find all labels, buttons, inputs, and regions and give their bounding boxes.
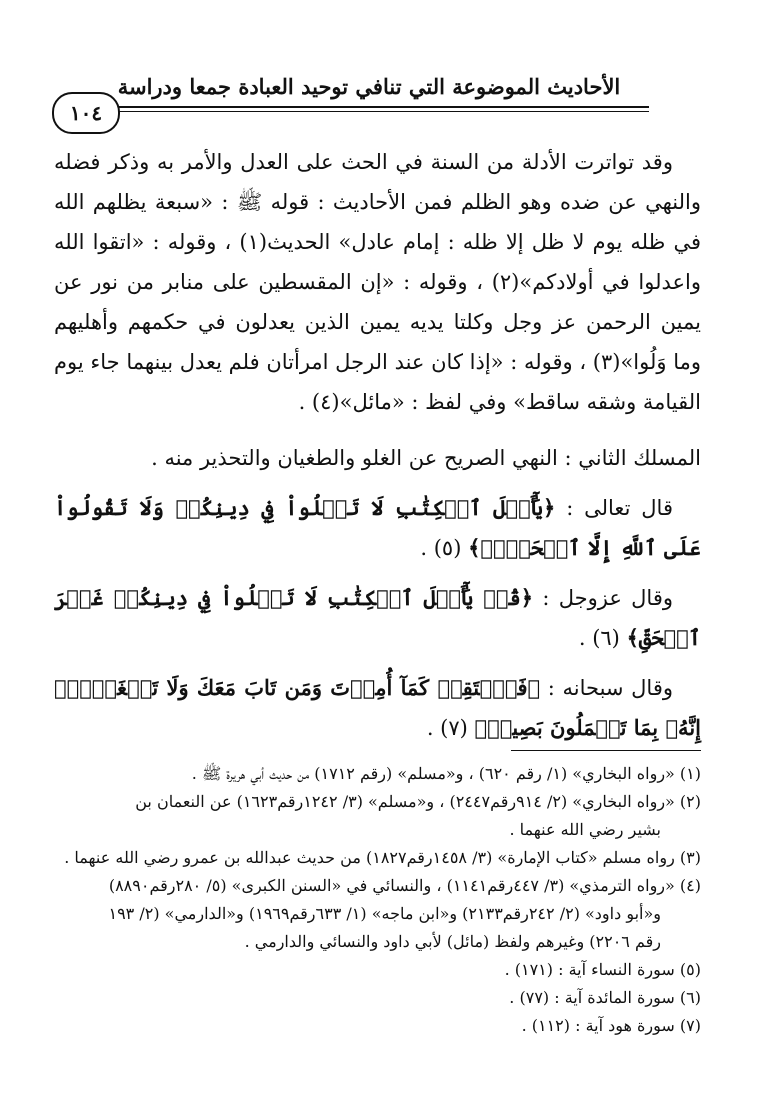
footnote-6: (٦) سورة المائدة آية : (٧٧) . xyxy=(509,988,701,1007)
spacer xyxy=(54,658,701,668)
footnote-7: (٧) سورة هود آية : (١١٢) . xyxy=(521,1016,701,1035)
spacer xyxy=(54,568,701,578)
footnote-2: (٢) «رواه البخاري» (٢/ ٩١٤رقم٢٤٤٧) ، و«مسلم» (٣/ ١٢٤٢رقم١٦٢٣) عن النعمان بن xyxy=(135,792,701,811)
header-rule xyxy=(118,106,649,108)
footnote-4: (٤) «رواه الترمذي» (٣/ ٤٤٧رقم١١٤١) ، والنسائي في «السنن الكبرى» (٥/ ٢٨٠رقم٨٨٩٠) xyxy=(108,876,701,895)
footnote-5: (٥) سورة النساء آية : (١٧١) . xyxy=(504,960,701,979)
section-heading: المسلك الثاني : النهي الصريح عن الغلو والطغيان والتحذير منه . xyxy=(151,446,701,470)
quote-intro: قال تعالى : xyxy=(566,496,673,520)
footnote-4-continued-2: رقم ٢٢٠٦) وغيرهم ولفظ (مائل) لأبي داود والنسائي والدارمي . xyxy=(244,932,661,951)
quran-verse: ﴿فَٱسۡتَقِمۡ كَمَآ أُمِرۡتَ وَمَن تَابَ مَعَكَ وَلَا تَطۡغَوۡاْۚ إِنَّهُۥ بِمَا تَعۡمَلُونَ بَصِيرٞ﴾ xyxy=(54,675,701,740)
footnote-2-continued: بشير رضي الله عنهما . xyxy=(509,820,661,839)
footnote-3: (٣) رواه مسلم «كتاب الإمارة» (٣/ ١٤٥٨رقم١٨٢٧) من حديث عبدالله بن عمرو رضي الله عنهما . xyxy=(64,848,701,867)
spacer xyxy=(54,422,701,432)
footnote-ref: (٦) . xyxy=(578,626,620,650)
quran-quote-2 xyxy=(54,578,701,658)
running-header-title: الأحاديث الموضوعة التي تنافي توحيد العبادة جمعا ودراسة xyxy=(117,74,621,99)
quote-intro: وقال سبحانه : xyxy=(547,676,673,700)
quran-verse: ﴿يَٰٓأَهۡلَ ٱلۡكِتَٰبِ لَا تَغۡلُواْ فِي دِينِكُمۡ وَلَا تَقُولُواْ عَلَى ٱللَّهِ إِلَّا ٱلۡحَقَّۚ﴾ xyxy=(54,495,701,560)
page-number: ١٠٤ xyxy=(52,92,120,134)
footnote-separator xyxy=(511,750,701,751)
footnote-ref: (٧) . xyxy=(426,716,468,740)
footnote-1: (١) «رواه البخاري» (١/ رقم ٦٢٠) ، و«مسلم» (رقم ١٧١٢) من حديث أبي هريرة ﷺ . xyxy=(191,764,701,783)
header-rule-thin xyxy=(118,111,649,112)
quran-verse: ﴿قُلۡ يَٰٓأَهۡلَ ٱلۡكِتَٰبِ لَا تَغۡلُواْ فِي دِينِكُمۡ غَيۡرَ ٱلۡحَقِّ﴾ xyxy=(54,585,701,650)
footnotes xyxy=(54,760,701,1040)
paragraph-hadith-justice: وقد تواترت الأدلة من السنة في الحث على العدل والأمر به وذكر فضله والنهي عن ضده وهو الظلم فمن الأحاديث : قوله ﷺ : «سبعة يظلهم الله في ظله يوم لا ظل إلا ظله : إمام عادل» الحديث(١) ، وقوله : «اتقوا الله واعدلوا في أولادكم»(٢) ، وقوله : «إن المقسطين على منابر من نور عن يمين الرحمن عز وجل وكلتا يديه يمين الذين يعدلون في حكمهم وأهليهم وما وَلُوا»(٣) ، وقوله : «إذا كان عند الرجل امرأتان فلم يعدل بينهما جاء يوم القيامة وشقه ساقط» وفي لفظ : «مائل»(٤) . xyxy=(54,150,702,414)
quote-intro: وقال عزوجل : xyxy=(542,586,673,610)
footnote-4-continued: و«أبو داود» (٢/ ٢٤٢رقم٢١٣٣) و«ابن ماجه» (١/ ٦٣٣رقم١٩٦٩) و«الدارمي» (٢/ ١٩٣ xyxy=(108,904,661,923)
main-text xyxy=(54,142,701,748)
spacer xyxy=(54,478,701,488)
quran-quote-3 xyxy=(54,668,701,748)
footnote-ref: (٥) . xyxy=(420,536,462,560)
quran-quote-1 xyxy=(54,488,701,568)
